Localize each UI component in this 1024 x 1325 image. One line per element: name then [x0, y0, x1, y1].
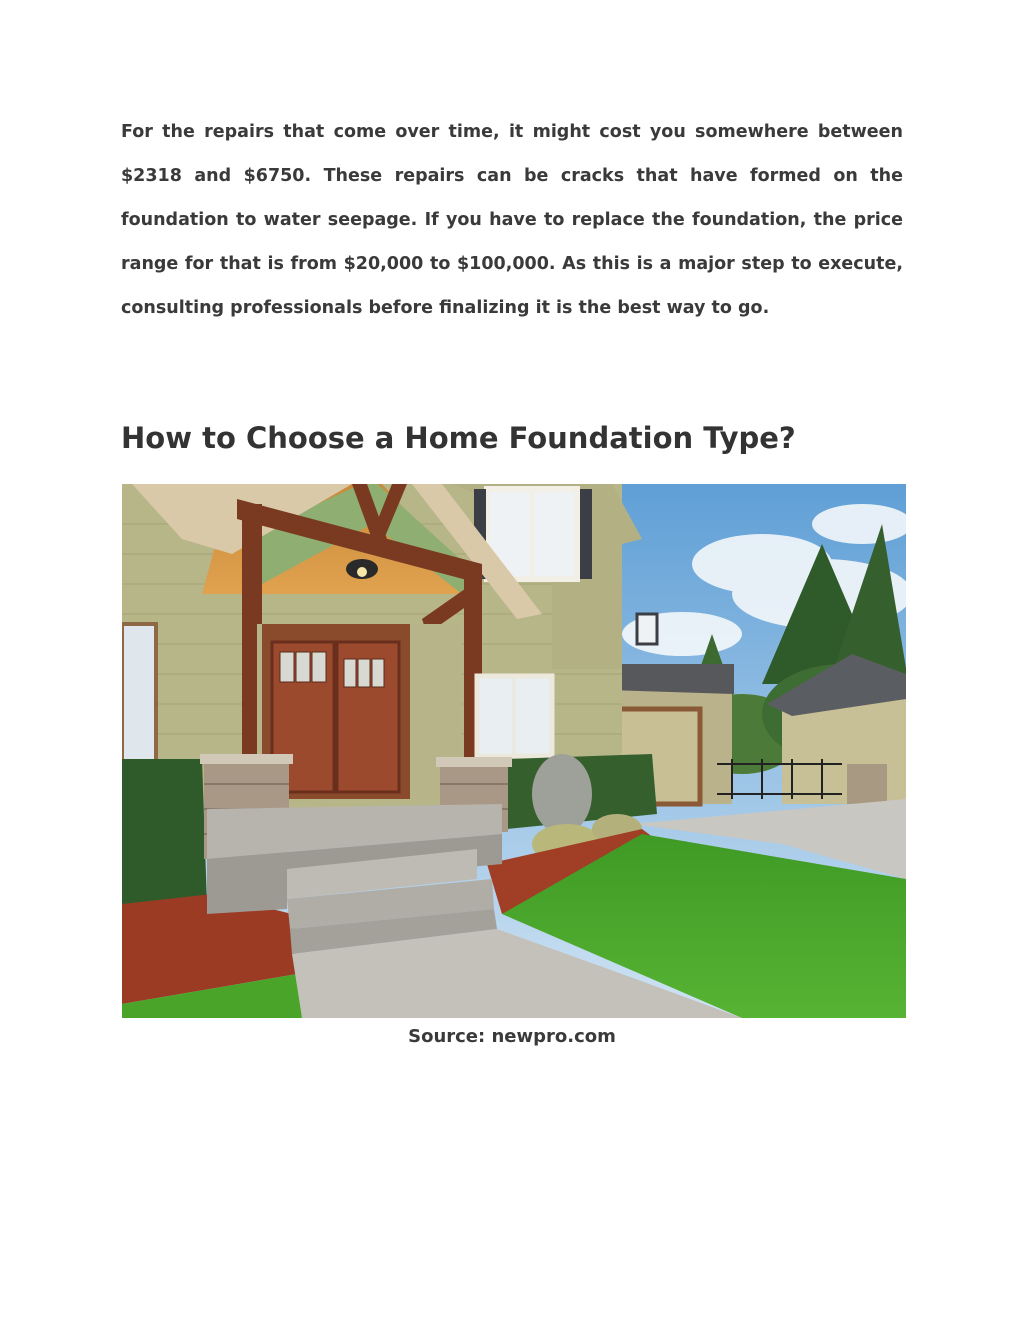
- side-house: [782, 699, 906, 804]
- house-photo: [122, 484, 906, 1018]
- left-window: [122, 624, 156, 764]
- section-heading: How to Choose a Home Foundation Type?: [121, 421, 796, 455]
- image-caption: Source: newpro.com: [408, 1026, 616, 1047]
- body-paragraph: For the repairs that come over time, it might cost you somewhere between $2318 and $6750. These repairs can be cracks that have formed on the foundation to water seepage. If you have to replace the foundation, the price range for that is from $20,000 to $100,000. As this is a major step to execute, consulting professionals before finalizing it is the best way to go.: [121, 122, 903, 318]
- left-hedge: [122, 759, 207, 914]
